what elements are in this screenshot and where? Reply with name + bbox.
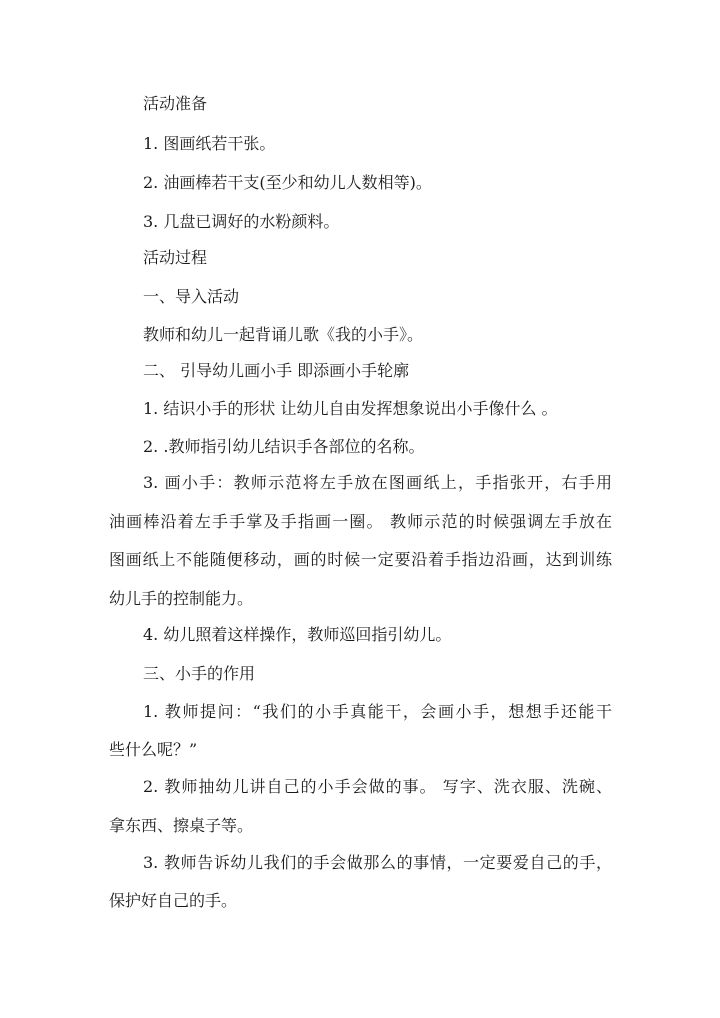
paragraph-line: 幼儿手的控制能力。 — [109, 589, 254, 608]
list-item: 2. 油画棒若干支(至少和幼儿人数相等)。 — [143, 173, 432, 192]
list-item: 3. 几盘已调好的水粉颜料。 — [143, 212, 340, 231]
list-item: 1. 教师提问：“我们的小手真能干，会画小手，想想手还能干 — [143, 702, 612, 721]
list-item: 2. .教师指引幼儿结识手各部位的名称。 — [143, 437, 425, 456]
list-item: 3. 教师告诉幼儿我们的手会做那么的事情，一定要爱自己的手， — [143, 853, 612, 872]
heading-activity-preparation: 活动准备 — [143, 94, 208, 113]
section-heading: 一、导入活动 — [143, 287, 240, 306]
paragraph-line: 保护好自己的手。 — [109, 891, 238, 910]
heading-activity-process: 活动过程 — [143, 248, 208, 267]
list-item: 1. 结识小手的形状 让幼儿自由发挥想象说出小手像什么 。 — [143, 399, 558, 418]
paragraph-line: 些什么呢？” — [109, 740, 198, 759]
paragraph-line: 油画棒沿着左手手掌及手指画一圈。 教师示范的时候强调左手放在 — [109, 512, 612, 531]
list-item: 1. 图画纸若干张。 — [143, 134, 276, 153]
section-heading: 三、小手的作用 — [143, 664, 256, 683]
list-item: 4. 幼儿照着这样操作，教师巡回指引幼儿。 — [143, 625, 452, 644]
paragraph-line: 拿东西、擦桌子等。 — [109, 816, 254, 835]
section-heading: 二、 引导幼儿画小手 即添画小手轮廓 — [143, 361, 410, 380]
list-item: 2. 教师抽幼儿讲自己的小手会做的事。 写字、洗衣服、洗碗、 — [143, 777, 612, 796]
paragraph-line: 图画纸上不能随便移动，画的时候一定要沿着手指边沿画，达到训练 — [109, 550, 612, 569]
paragraph-line: 教师和幼儿一起背诵儿歌《我的小手》。 — [143, 325, 424, 344]
list-item: 3. 画小手：教师示范将左手放在图画纸上，手指张开，右手用 — [143, 473, 612, 492]
